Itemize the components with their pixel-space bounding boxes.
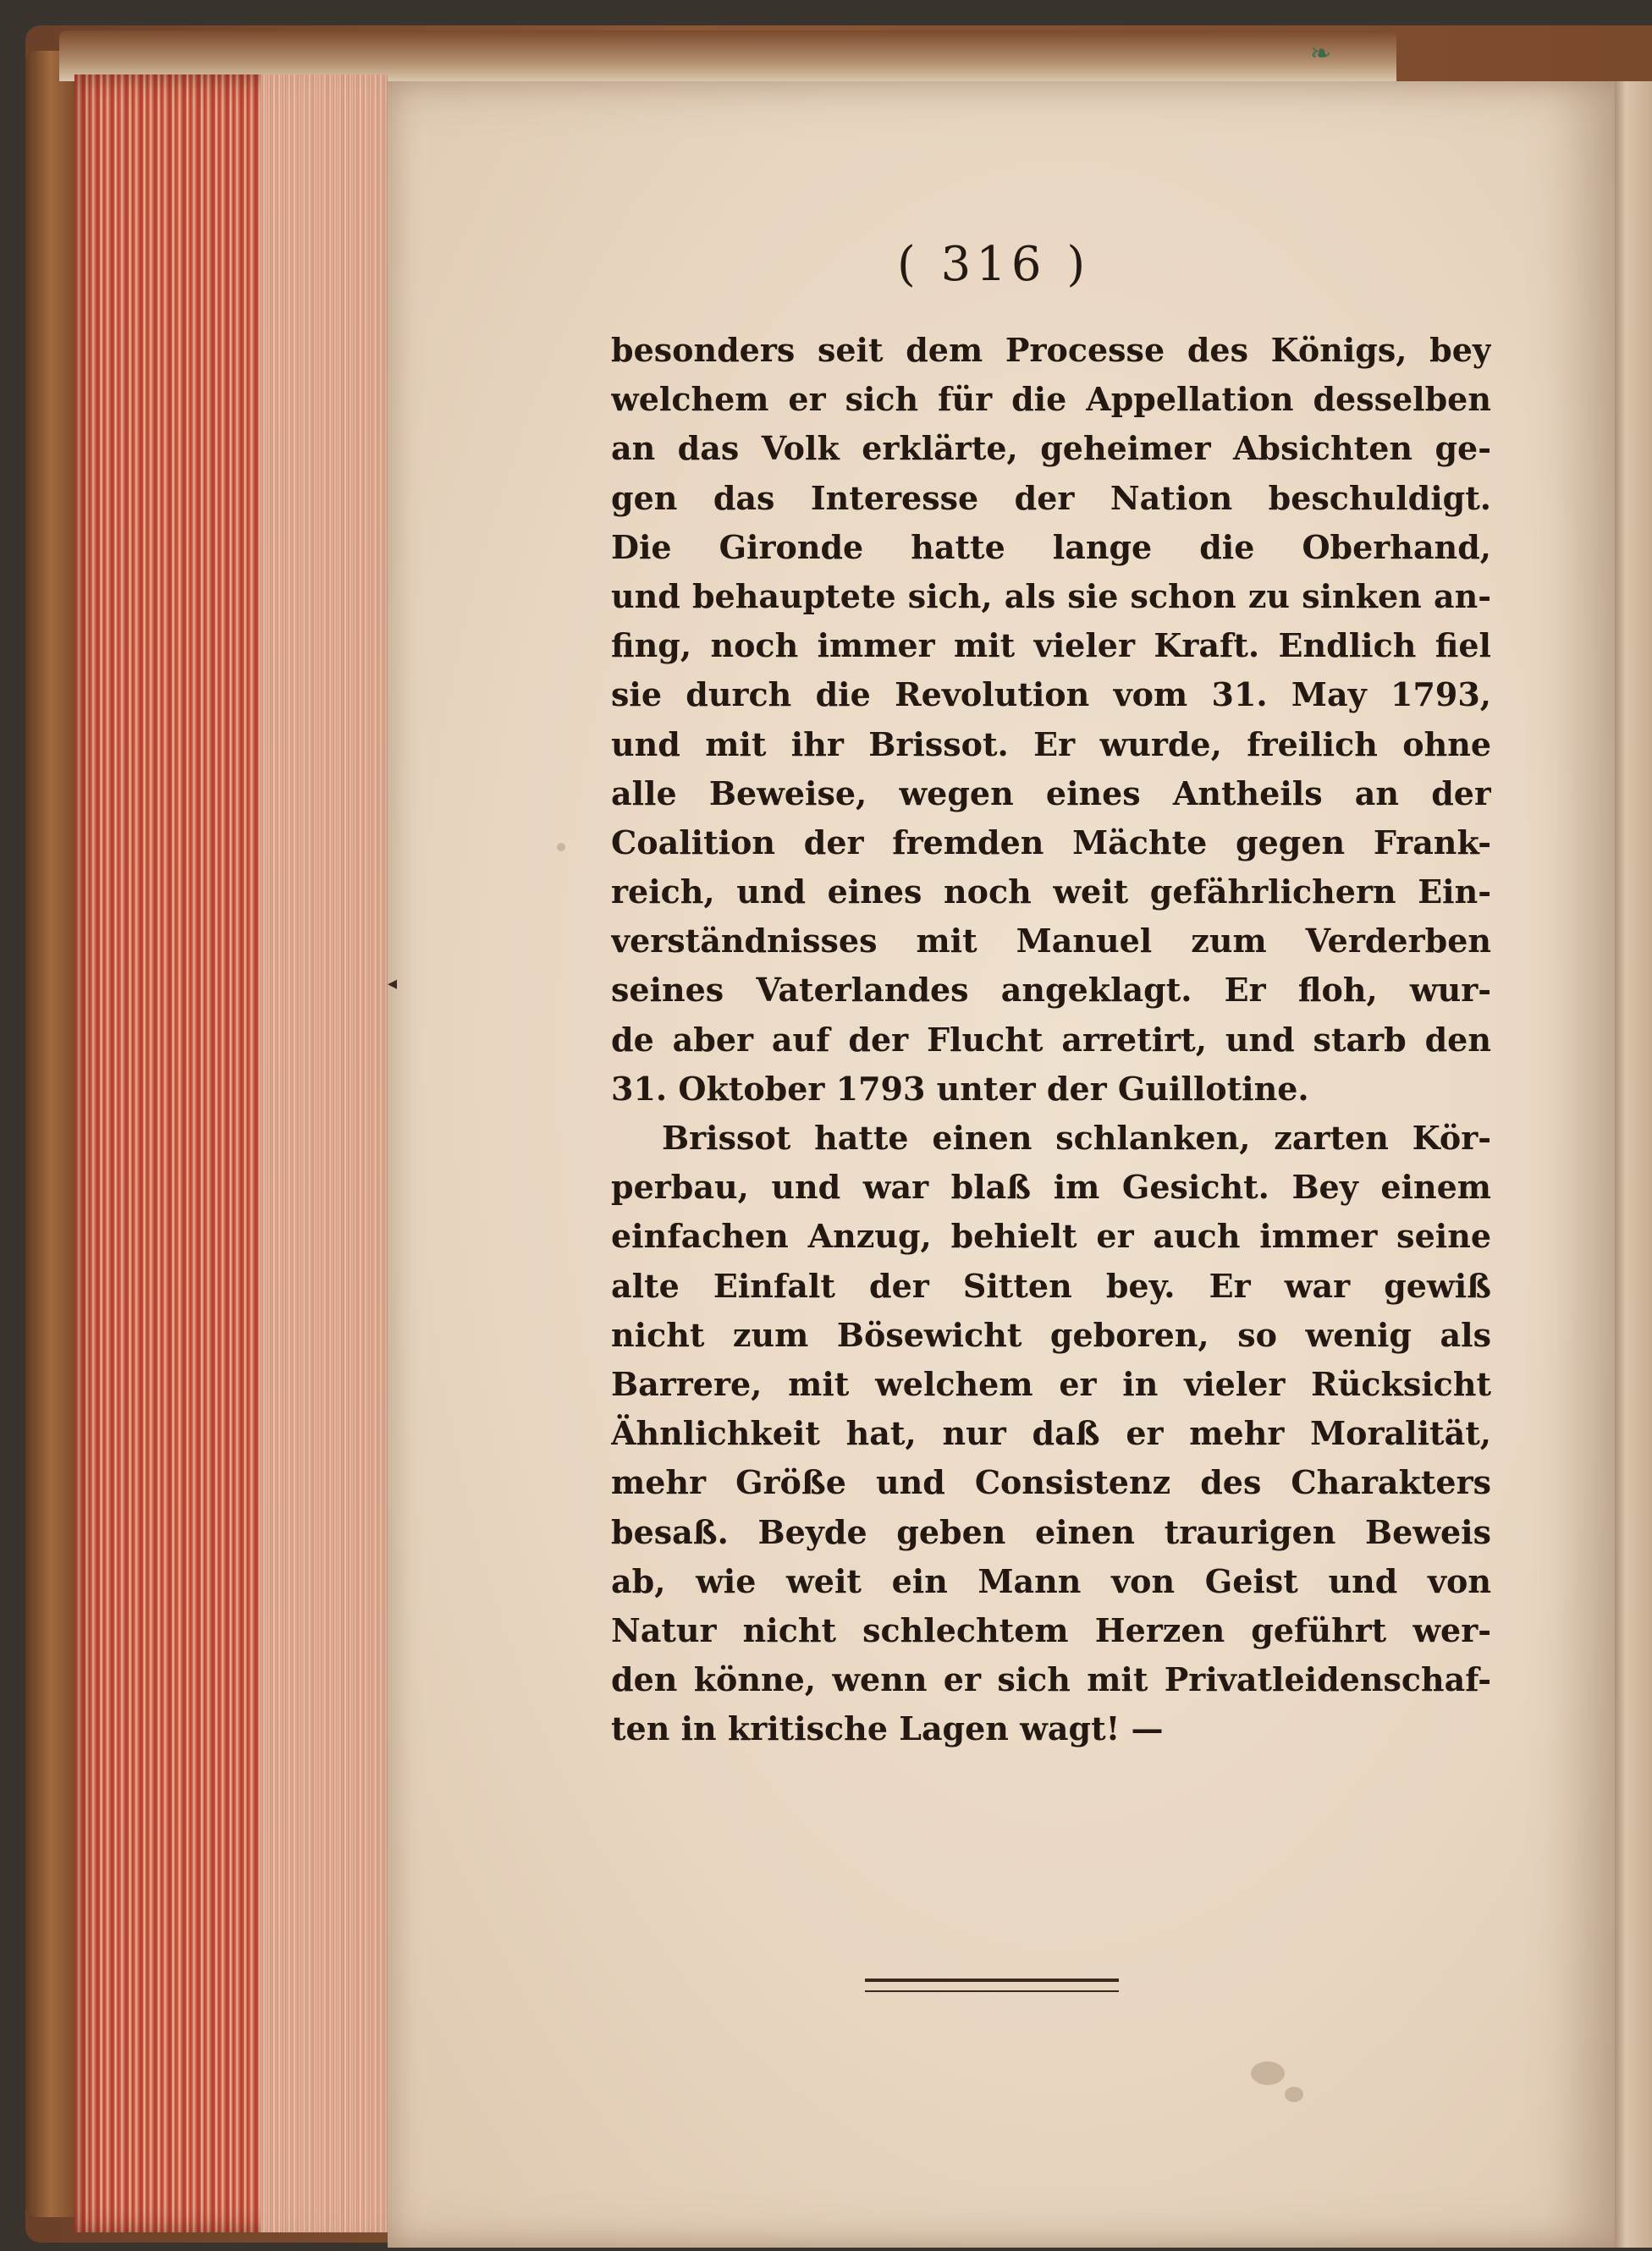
text-line: sie durch die Revolution vom 31. May 1793, — [611, 675, 1491, 714]
text-line: gen das Interesse der Nation beschuldigt. — [611, 478, 1491, 517]
body-text — [611, 326, 1491, 1753]
foxing-stain — [557, 843, 565, 851]
text-line: seines Vaterlandes angeklagt. Er floh, wur- — [611, 971, 1491, 1010]
text-line: Natur nicht schlechtem Herzen geführt wer- — [611, 1610, 1491, 1649]
text-line: Coalition der fremden Mächte gegen Frank- — [611, 823, 1491, 861]
text-line: Die Gironde hatte lange die Oberhand, — [611, 527, 1491, 566]
text-line: Brissot hatte einen schlanken, zarten Kör- — [662, 1119, 1491, 1157]
text-line: Barrere, mit welchem er in vieler Rücksicht — [611, 1364, 1491, 1403]
page-number: ( 316 ) — [897, 237, 1091, 292]
text-line: an das Volk erklärte, geheimer Absichten ge- — [611, 429, 1491, 468]
text-line: de aber auf der Flucht arretirt, und starb den — [611, 1020, 1491, 1059]
text-line: 31. Oktober 1793 unter der Guillotine. — [611, 1069, 1309, 1108]
text-line: perbau, und war blaß im Gesicht. Bey einem — [611, 1168, 1491, 1207]
foxing-stain — [1285, 2087, 1303, 2102]
text-line: mehr Größe und Consistenz des Charakters — [611, 1463, 1491, 1502]
text-line: fing, noch immer mit vieler Kraft. Endlich fiel — [611, 626, 1491, 665]
text-line: nicht zum Bösewicht geboren, so wenig als — [611, 1315, 1491, 1354]
margin-mark: ◂ — [388, 973, 398, 994]
text-line: Ähnlichkeit hat, nur daß er mehr Moralität, — [611, 1414, 1491, 1453]
text-line: und mit ihr Brissot. Er wurde, freilich ohne — [611, 724, 1491, 763]
text-line: besaß. Beyde geben einen traurigen Beweis — [611, 1512, 1491, 1551]
foxing-stain — [1251, 2061, 1285, 2085]
text-line: alte Einfalt der Sitten bey. Er war gewiß — [611, 1266, 1491, 1305]
ribbon-fragment-icon: ❧ — [1310, 39, 1332, 69]
red-page-edges — [74, 74, 388, 2232]
cover-spine-edge — [25, 51, 76, 2217]
text-line: alle Beweise, wegen eines Antheils an der — [611, 773, 1491, 812]
text-line: reich, und eines noch weit gefährlichern Ein- — [611, 872, 1491, 911]
end-rule-divider — [865, 1979, 1119, 1992]
text-line: verständnisses mit Manuel zum Verderben — [611, 922, 1491, 960]
text-line: besonders seit dem Processe des Königs, bey — [611, 331, 1491, 369]
text-line: welchem er sich für die Appellation desselben — [611, 380, 1491, 419]
text-line: den könne, wenn er sich mit Privatleidenschaf- — [611, 1660, 1491, 1699]
text-line: ten in kritische Lagen wagt! — — [611, 1709, 1164, 1748]
text-line: ab, wie weit ein Mann von Geist und von — [611, 1561, 1491, 1600]
text-line: und behauptete sich, als sie schon zu sinken an- — [611, 576, 1491, 615]
top-page-edge — [59, 30, 1396, 81]
text-line: einfachen Anzug, behielt er auch immer seine — [611, 1217, 1491, 1256]
